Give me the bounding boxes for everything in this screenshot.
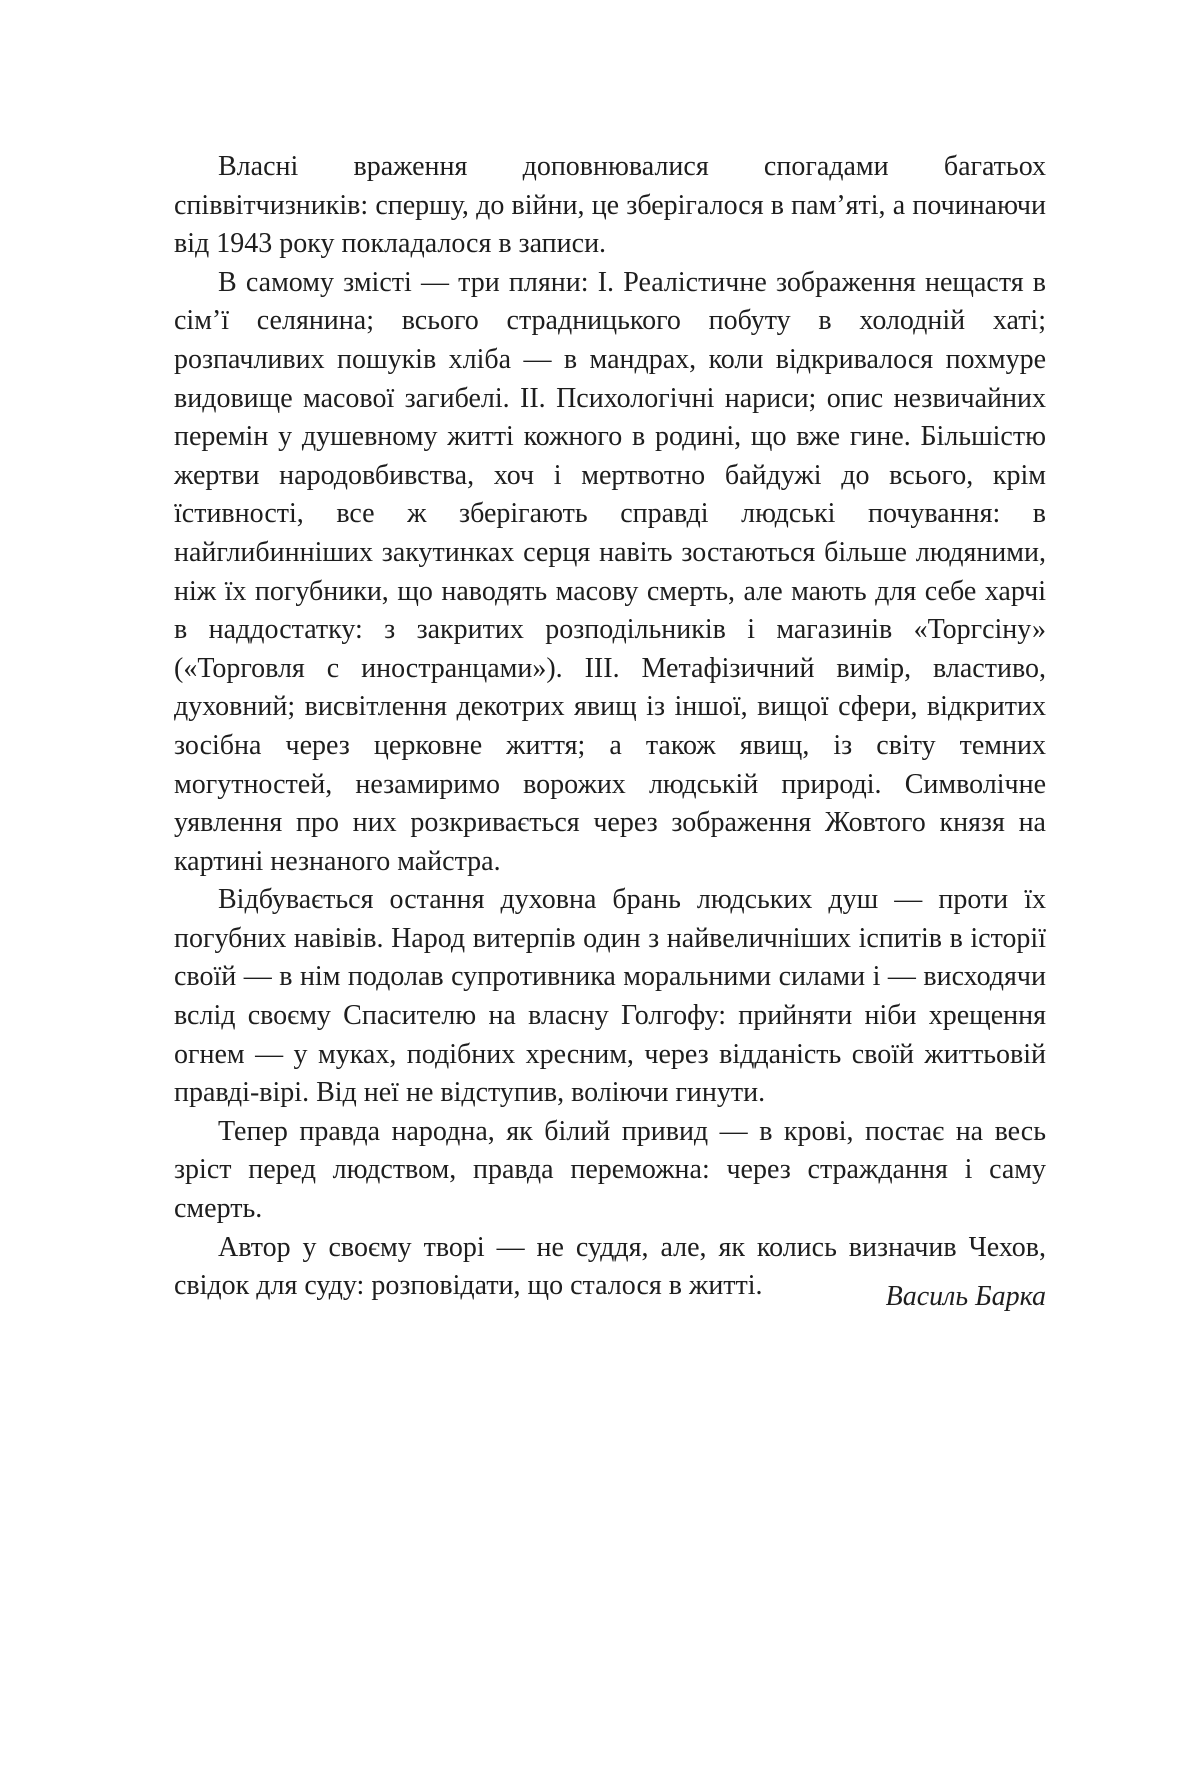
paragraph-3: Відбувається остання духовна брань людських душ — проти їх погубних навівів. Народ витерпів один з найвеличніших іспитів в історії своїй — в нім подолав супротивника моральними силами і — висходячи вслід своєму Спасителю на власну Голгофу: прийняти ніби хрещення огнем — у муках, подібних хресним, через відданість своїй життьовій правді-вірі. Від неї не відступив, воліючи гинути. — [174, 884, 1046, 1109]
paragraph-5: Автор у своєму творі — не суддя, але, як колись визначив Чехов, свідок для суду: розповідати, що сталося в житті. — [174, 1231, 1046, 1302]
paragraph-1: Власні враження доповнювалися спогадами багатьох співвітчизників: спершу, до війни, це зберігалося в пам’яті, а починаючи від 1943 року покладалося в записи. — [174, 151, 1046, 260]
author-signature: Василь Барка — [885, 1281, 1046, 1312]
body-text — [174, 148, 1046, 1306]
paragraph-4: Тепер правда народна, як білий привид — в крові, постає на весь зріст перед людством, правда переможна: через страждання і саму смерть. — [174, 1115, 1046, 1225]
paragraph-2: В самому змісті — три пляни: I. Реалістичне зображення нещастя в сім’ї селянина; всього страдницького побуту в холодній хаті; розпачливих пошуків хліба — в мандрах, коли відкривалося похмуре видовище масової загибелі. II. Психологічні нариси; опис незвичайних перемін у душевному житті кожного в родині, що вже гине. Більшістю жертви народовбивства, хоч і мертвотно байдужі до всього, крім їстивності, все ж зберігають справді людські почування: в найглибинніших закутинках серця навіть зостаються більше людяними, ніж їх погубники, що наводять масову смерть, але мають для себе харчі в наддостатку: з закритих розподільників і магазинів «Торгсіну» («Торговля с иностранцами»). III. Метафізичний вимір, властиво, духовний; висвітлення декотрих явищ із іншої, вищої сфери, відкритих зосібна через церковне життя; а також явищ, із світу темних могутностей, незамиримо ворожих людській природі. Символічне уявлення про них розкривається через зображення Жовтого князя на картині незнаного майстра. — [174, 266, 1046, 877]
